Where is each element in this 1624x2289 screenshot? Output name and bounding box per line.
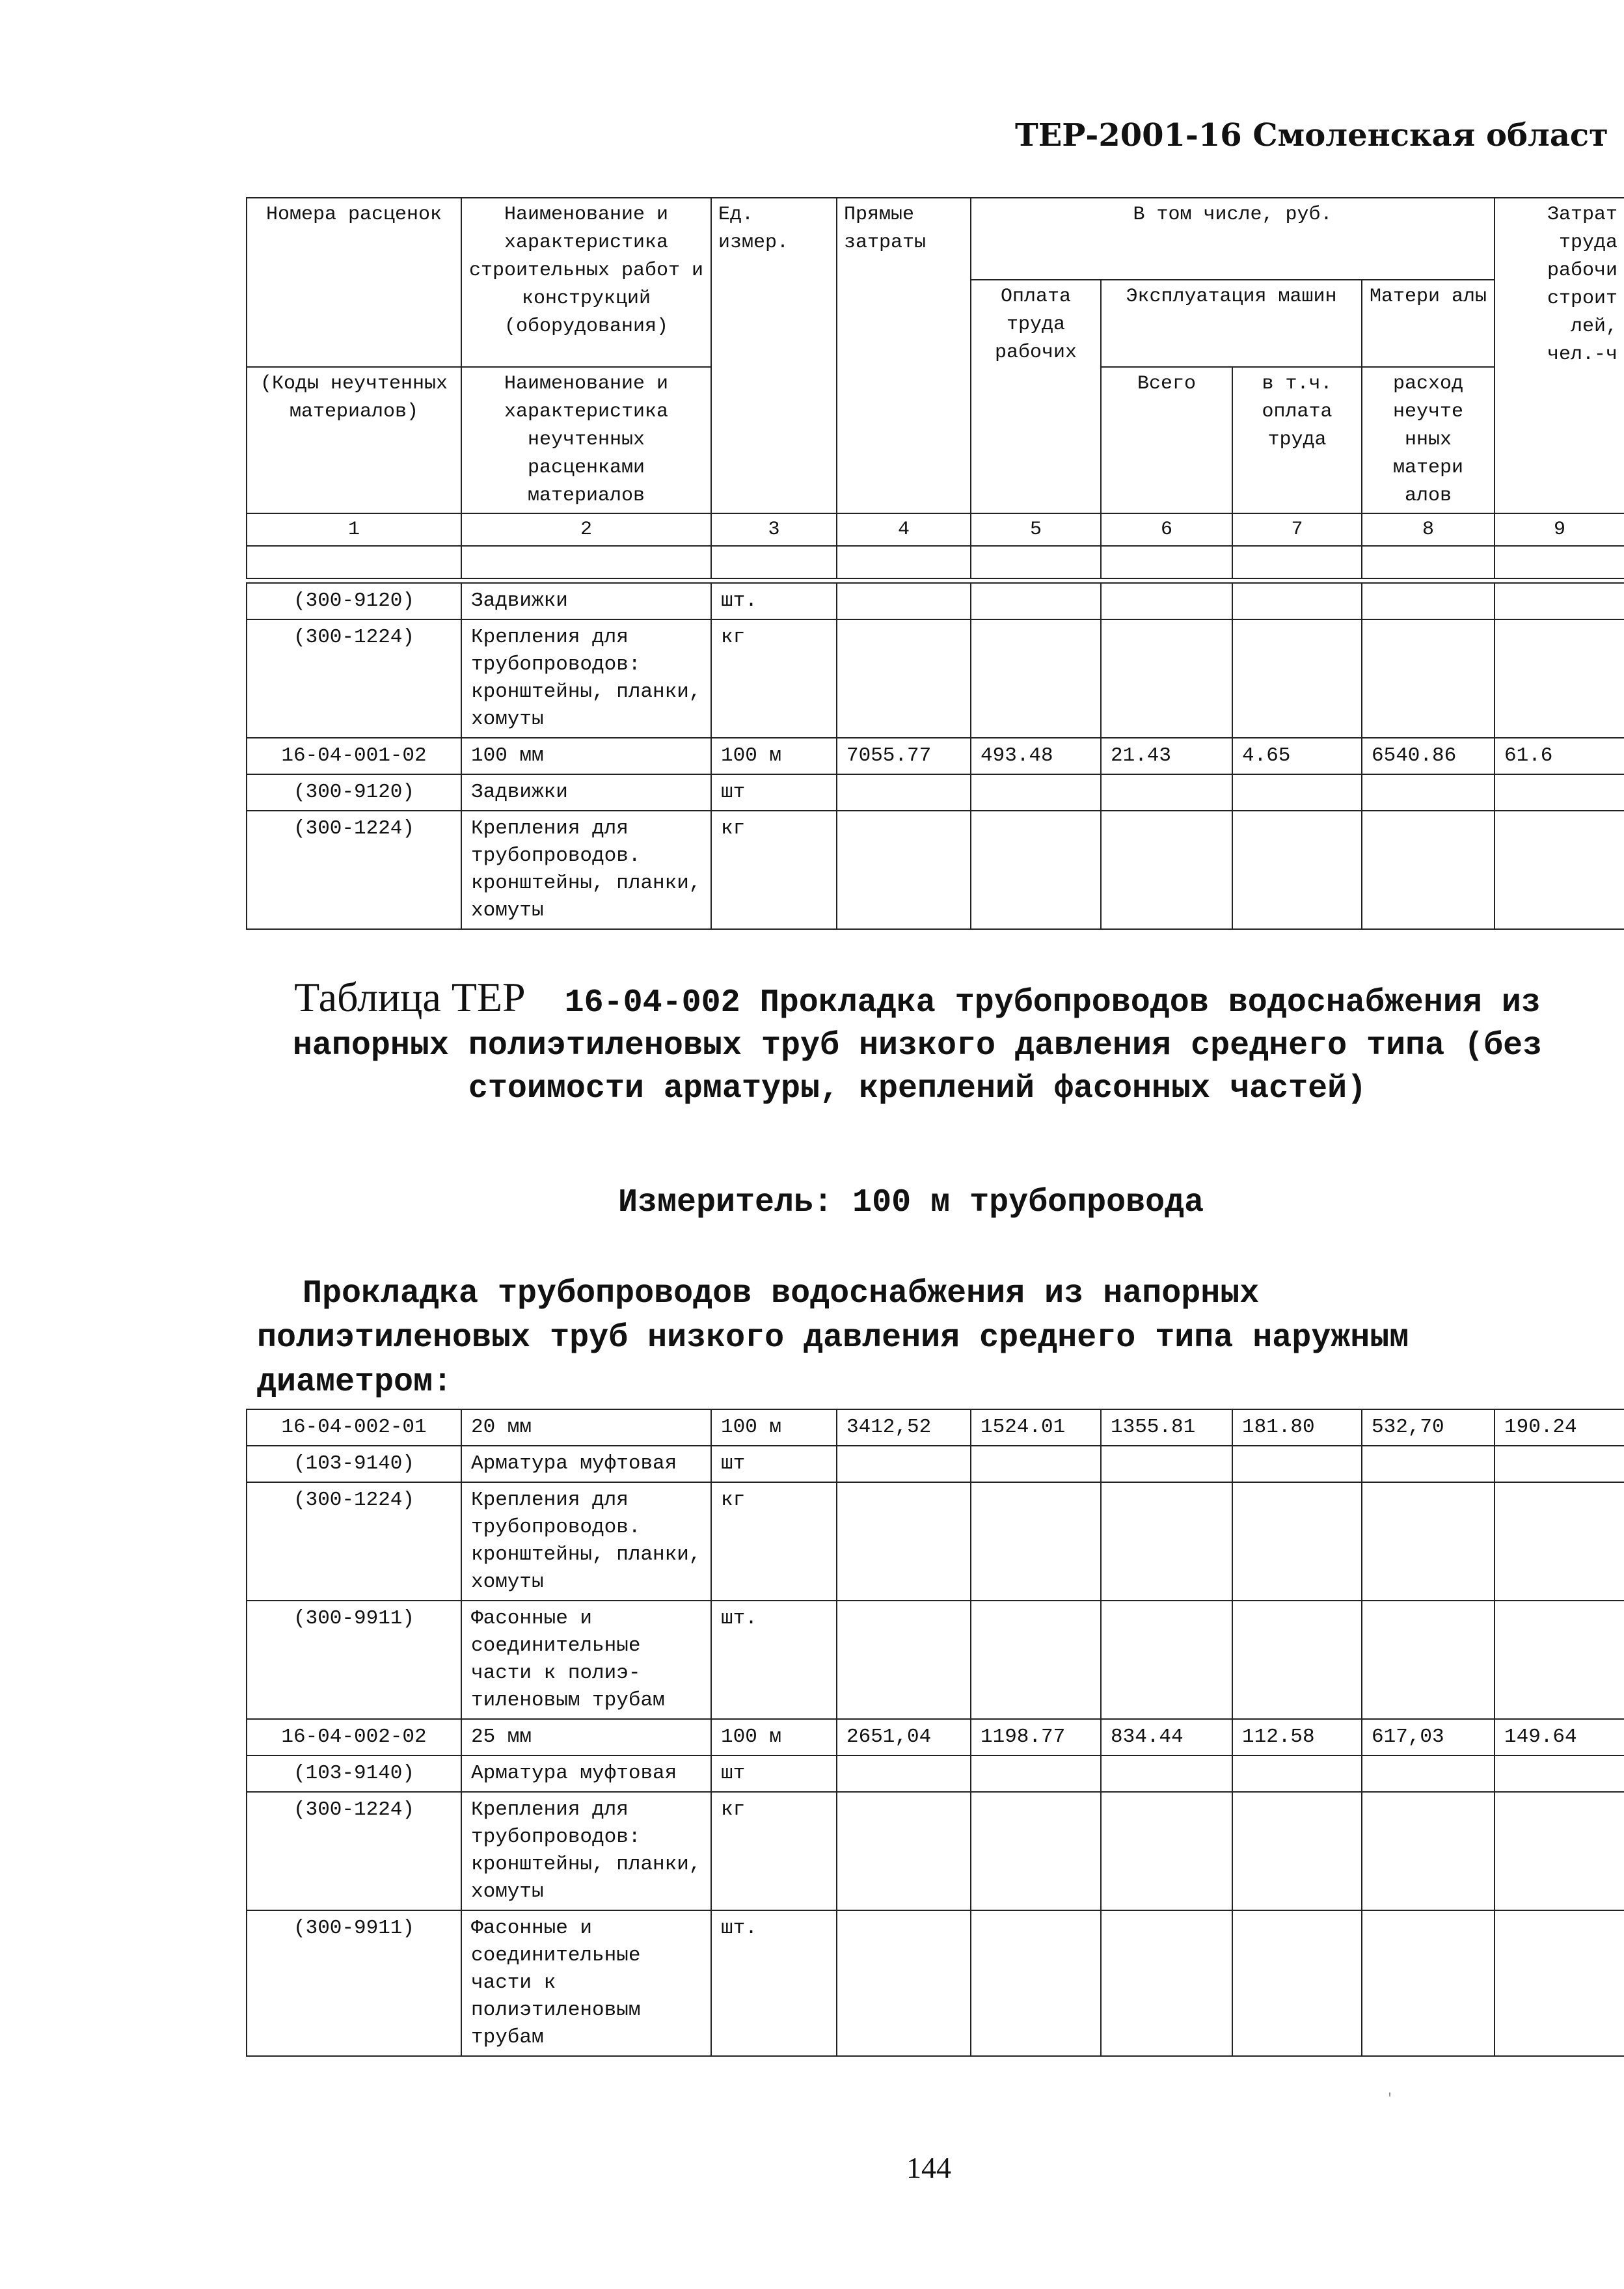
cell-name: Задвижки: [461, 774, 711, 811]
cell-materials: [1362, 1601, 1495, 1719]
cell-direct-costs: [837, 1755, 971, 1792]
cell-materials: [1362, 1482, 1495, 1601]
cell-machines-total: [1101, 811, 1232, 929]
cell-wages: [971, 1755, 1101, 1792]
cell-rate-code: 16-04-001-02: [247, 738, 461, 774]
header-rate-number: Номера расценок: [247, 198, 461, 367]
cell-wages: 1198.77: [971, 1719, 1101, 1755]
cell-direct-costs: [837, 1601, 971, 1719]
cell-rate-code: (300-1224): [247, 619, 461, 738]
cell-machines-wages: [1232, 583, 1362, 619]
cell-rate-code: (300-1224): [247, 1792, 461, 1910]
table-row: [247, 774, 1624, 811]
cell-machines-wages: [1232, 1755, 1362, 1792]
cell-materials: [1362, 583, 1495, 619]
cell-machines-wages: [1232, 811, 1362, 929]
table-row: [247, 1482, 1624, 1601]
cell-rate-code: (300-1224): [247, 1482, 461, 1601]
cell-name: Фасонные и соединительные части к полиэ- тиленовым трубам: [461, 1601, 711, 1719]
cell-wages: [971, 1446, 1101, 1482]
cell-labor-hours: [1495, 1482, 1624, 1601]
cell-rate-code: (300-9120): [247, 583, 461, 619]
cell-rate-code: (300-9911): [247, 1601, 461, 1719]
table-row: [247, 811, 1624, 929]
cell-materials: [1362, 811, 1495, 929]
cell-unit: кг: [711, 811, 837, 929]
cell-rate-code: (300-9911): [247, 1910, 461, 2056]
table-row: [247, 583, 1624, 619]
cell-materials: [1362, 774, 1495, 811]
page-number: 144: [906, 2151, 951, 2184]
table-title-prefix: Таблица ТЕР: [294, 974, 526, 1020]
cell-direct-costs: [837, 1792, 971, 1910]
cell-labor-hours: [1495, 1601, 1624, 1719]
subheading-line: Прокладка трубопроводов водоснабжения из напорных: [303, 1275, 1260, 1312]
cell-direct-costs: [837, 619, 971, 738]
cell-materials: [1362, 1910, 1495, 2056]
cell-name: 100 мм: [461, 738, 711, 774]
cell-machines-total: [1101, 1792, 1232, 1910]
cell-unit: шт.: [711, 583, 837, 619]
cell-unit: кг: [711, 619, 837, 738]
cell-labor-hours: [1495, 1755, 1624, 1792]
rates-table-2: [246, 1409, 1624, 2057]
table-row: [247, 1446, 1624, 1482]
cell-rate-code: 16-04-002-02: [247, 1719, 461, 1755]
cell-labor-hours: [1495, 811, 1624, 929]
cell-machines-wages: 4.65: [1232, 738, 1362, 774]
header-wages: Оплата труда рабочих: [971, 280, 1101, 513]
cell-unit: 100 м: [711, 1409, 837, 1446]
cell-labor-hours: 149.64: [1495, 1719, 1624, 1755]
header-work-name: Наименование и характеристика строительных работ и конструкций (оборудования): [461, 198, 711, 367]
cell-wages: [971, 1910, 1101, 2056]
cell-machines-total: [1101, 1910, 1232, 2056]
table-title-code: 16-04-002: [564, 984, 740, 1022]
table1-body: [247, 583, 1624, 929]
table-title: [241, 976, 1594, 1111]
header-number: 9: [1495, 513, 1624, 546]
cell-materials: 532,70: [1362, 1409, 1495, 1446]
cell-machines-wages: [1232, 619, 1362, 738]
cell-wages: [971, 583, 1101, 619]
cell-machines-total: 21.43: [1101, 738, 1232, 774]
cell-machines-total: [1101, 1755, 1232, 1792]
header-machines: Эксплуатация машин: [1101, 280, 1362, 367]
cell-name: Фасонные и соединительные части к полиэтиленовым трубам: [461, 1910, 711, 2056]
cell-rate-code: (300-9120): [247, 774, 461, 811]
cell-machines-wages: [1232, 1482, 1362, 1601]
column-header-table: [246, 197, 1624, 579]
table-row: [247, 1601, 1624, 1719]
cell-materials: 6540.86: [1362, 738, 1495, 774]
cell-wages: [971, 1792, 1101, 1910]
measurement-unit: Измеритель: 100 м трубопровода: [618, 1184, 1204, 1221]
cell-machines-wages: 112.58: [1232, 1719, 1362, 1755]
cell-direct-costs: [837, 811, 971, 929]
cell-name: 25 мм: [461, 1719, 711, 1755]
cell-name: 20 мм: [461, 1409, 711, 1446]
cell-machines-total: [1101, 1446, 1232, 1482]
cell-direct-costs: [837, 583, 971, 619]
subheading-line: полиэтиленовых труб низкого давления среднего типа наружным: [257, 1320, 1409, 1357]
header-material-names: Наименование и характеристика неучтенных расценками материалов: [461, 367, 711, 513]
cell-labor-hours: 61.6: [1495, 738, 1624, 774]
cell-labor-hours: [1495, 583, 1624, 619]
cell-unit: шт.: [711, 1910, 837, 2056]
cell-unit: шт: [711, 1755, 837, 1792]
header-unit: Ед. измер.: [711, 198, 837, 513]
cell-machines-wages: [1232, 774, 1362, 811]
header-number: 5: [971, 513, 1101, 546]
cell-name: Арматура муфтовая: [461, 1446, 711, 1482]
cell-wages: [971, 774, 1101, 811]
cell-name: Крепления для трубопроводов. кронштейны, планки, хомуты: [461, 1482, 711, 1601]
section-subheading: [257, 1272, 1409, 1405]
cell-unit: кг: [711, 1482, 837, 1601]
cell-machines-total: [1101, 1601, 1232, 1719]
cell-machines-total: [1101, 619, 1232, 738]
header-number: 7: [1232, 513, 1362, 546]
cell-unit: шт.: [711, 1601, 837, 1719]
rates-table-1: [246, 582, 1624, 930]
cell-machines-total: 834.44: [1101, 1719, 1232, 1755]
header-materials: Матери алы: [1362, 280, 1495, 367]
header-machines-total: Всего: [1101, 367, 1232, 513]
header-material-codes: (Коды неучтенных материалов): [247, 367, 461, 513]
cell-materials: [1362, 1446, 1495, 1482]
cell-name: Крепления для трубопроводов: кронштейны, планки, хомуты: [461, 619, 711, 738]
cell-labor-hours: 190.24: [1495, 1409, 1624, 1446]
cell-machines-wages: [1232, 1910, 1362, 2056]
cell-name: Крепления для трубопроводов: кронштейны, планки, хомуты: [461, 1792, 711, 1910]
cell-direct-costs: 3412,52: [837, 1409, 971, 1446]
cell-unit: 100 м: [711, 1719, 837, 1755]
cell-direct-costs: [837, 774, 971, 811]
cell-machines-wages: 181.80: [1232, 1409, 1362, 1446]
cell-labor-hours: [1495, 1792, 1624, 1910]
cell-unit: кг: [711, 1792, 837, 1910]
cell-materials: 617,03: [1362, 1719, 1495, 1755]
table-row: [247, 1792, 1624, 1910]
cell-rate-code: (103-9140): [247, 1446, 461, 1482]
table-row: [247, 1409, 1624, 1446]
header-number: 1: [247, 513, 461, 546]
header-number: 8: [1362, 513, 1495, 546]
header-number: 2: [461, 513, 711, 546]
cell-machines-wages: [1232, 1601, 1362, 1719]
cell-wages: [971, 1482, 1101, 1601]
table-title-text: Прокладка трубопроводов водоснабжения из напорных полиэтиленовых труб низкого давления среднего типа (без стоимости арматуры, креплений фасонных частей): [292, 984, 1543, 1107]
cell-wages: [971, 619, 1101, 738]
cell-direct-costs: 7055.77: [837, 738, 971, 774]
cell-rate-code: 16-04-002-01: [247, 1409, 461, 1446]
cell-machines-wages: [1232, 1446, 1362, 1482]
table-row: [247, 1910, 1624, 2056]
cell-labor-hours: [1495, 1446, 1624, 1482]
table-row: [247, 619, 1624, 738]
cell-unit: 100 м: [711, 738, 837, 774]
cell-machines-total: [1101, 774, 1232, 811]
cell-direct-costs: [837, 1446, 971, 1482]
cell-wages: 493.48: [971, 738, 1101, 774]
running-head: ТЕР-2001-16 Смоленская област: [1015, 117, 1608, 154]
header-direct-costs: Прямые затраты: [837, 198, 971, 513]
cell-labor-hours: [1495, 619, 1624, 738]
table2-body: [247, 1409, 1624, 2056]
table-row: [247, 1719, 1624, 1755]
cell-materials: [1362, 1792, 1495, 1910]
cell-direct-costs: [837, 1910, 971, 2056]
cell-direct-costs: 2651,04: [837, 1719, 971, 1755]
cell-wages: [971, 1601, 1101, 1719]
cell-materials: [1362, 619, 1495, 738]
cell-wages: [971, 811, 1101, 929]
cell-name: Задвижки: [461, 583, 711, 619]
cell-unit: шт: [711, 1446, 837, 1482]
header-labor-costs: Затрат труда рабочи строит лей, чел.-ч: [1495, 198, 1624, 513]
header-number: 4: [837, 513, 971, 546]
cell-machines-total: 1355.81: [1101, 1409, 1232, 1446]
cell-machines-wages: [1232, 1792, 1362, 1910]
cell-rate-code: (300-1224): [247, 811, 461, 929]
cell-materials: [1362, 1755, 1495, 1792]
cell-wages: 1524.01: [971, 1409, 1101, 1446]
cell-machines-total: [1101, 583, 1232, 619]
header-number: 3: [711, 513, 837, 546]
cell-labor-hours: [1495, 774, 1624, 811]
scan-mark: ': [1386, 2092, 1394, 2107]
header-including: В том числе, руб.: [971, 198, 1495, 280]
table-row: [247, 1755, 1624, 1792]
cell-direct-costs: [837, 1482, 971, 1601]
cell-labor-hours: [1495, 1910, 1624, 2056]
cell-rate-code: (103-9140): [247, 1755, 461, 1792]
header-number: 6: [1101, 513, 1232, 546]
cell-machines-total: [1101, 1482, 1232, 1601]
cell-name: Крепления для трубопроводов. кронштейны, планки, хомуты: [461, 811, 711, 929]
cell-unit: шт: [711, 774, 837, 811]
subheading-line: диаметром:: [257, 1364, 453, 1401]
cell-name: Арматура муфтовая: [461, 1755, 711, 1792]
header-material-consumption: расход неучте нных матери алов: [1362, 367, 1495, 513]
table-row: [247, 738, 1624, 774]
header-machines-wages: в т.ч. оплата труда: [1232, 367, 1362, 513]
